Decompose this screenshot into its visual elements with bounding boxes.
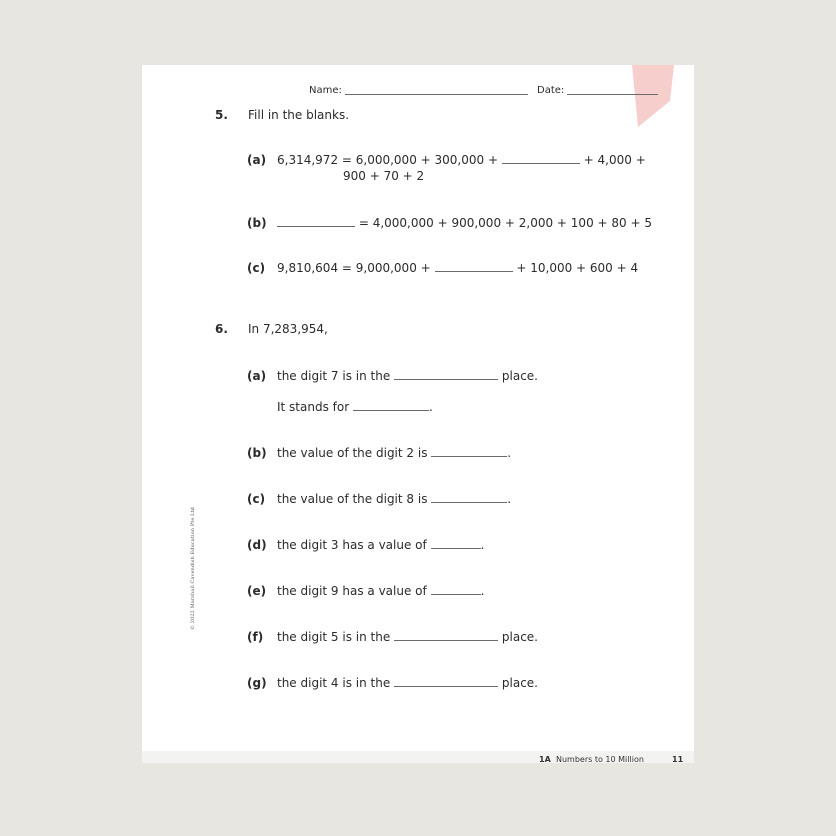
q5c-left-text: 9,810,604 = 9,000,000 + [277,261,431,275]
footer-unit: 1A [539,755,551,764]
date-label: Date: [537,85,565,96]
q5a-left-text: 6,314,972 = 6,000,000 + 300,000 + [277,153,499,167]
q6f-letter: (f) [247,630,264,644]
q6e-sentence [277,584,484,598]
q6g-sentence [277,676,538,690]
q6a-blank[interactable] [394,369,498,380]
q6b-sentence [277,446,511,460]
date-field[interactable] [567,84,658,95]
q6d-sentence [277,538,484,552]
q6b-letter: (b) [247,446,267,460]
q5a-right-text: + 4,000 + [583,153,646,167]
name-field[interactable] [345,84,528,95]
q6f-after: place. [501,630,538,644]
q6a-sub-text: It stands for [277,400,350,414]
q6e-after: . [480,584,485,598]
q6a-text: the digit 7 is in the [277,369,391,383]
q5a-line2: 900 + 70 + 2 [343,169,425,183]
q6d-text: the digit 3 has a value of [277,538,427,552]
q5b-equation [277,216,652,230]
q6c-after: . [507,492,512,506]
q5b-letter: (b) [247,216,267,230]
q5a-blank[interactable] [502,153,580,164]
question-6-intro: In 7,283,954, [248,322,328,336]
q5b-text: = 4,000,000 + 900,000 + 2,000 + 100 + 80 + 5 [358,216,652,230]
q6e-letter: (e) [247,584,267,598]
q5c-equation [277,261,638,275]
q6b-blank[interactable] [431,446,507,457]
q6a-sub-sentence [277,400,433,414]
q5a-letter: (a) [247,153,267,167]
q6b-after: . [507,446,512,460]
question-5-instruction: Fill in the blanks. [248,108,350,122]
q6d-after: . [480,538,485,552]
question-number-5: 5. [215,108,228,122]
q6f-blank[interactable] [394,630,498,641]
q6g-letter: (g) [247,676,267,690]
q6b-text: the value of the digit 2 is [277,446,428,460]
footer-title: Numbers to 10 Million [556,755,644,764]
q6c-letter: (c) [247,492,266,506]
q6e-text: the digit 9 has a value of [277,584,427,598]
q6f-sentence [277,630,538,644]
q6g-text: the digit 4 is in the [277,676,391,690]
q6d-letter: (d) [247,538,267,552]
q5b-blank[interactable] [277,216,355,227]
name-label: Name: [309,85,342,96]
q5a-equation [277,153,646,167]
q6c-text: the value of the digit 8 is [277,492,428,506]
footer-page-number: 11 [672,755,684,764]
q6g-blank[interactable] [394,676,498,687]
q5c-right-text: + 10,000 + 600 + 4 [516,261,639,275]
q6c-blank[interactable] [431,492,507,503]
q6g-after: place. [501,676,538,690]
q5c-blank[interactable] [435,261,513,272]
q5c-letter: (c) [247,261,266,275]
worksheet-page [142,65,694,763]
q6d-blank[interactable] [431,538,481,549]
question-number-6: 6. [215,322,228,336]
q6a-sentence [277,369,538,383]
q6c-sentence [277,492,511,506]
q6f-text: the digit 5 is in the [277,630,391,644]
copyright-notice: © 2022 Marshall Cavendish Education Pte Ltd [190,507,196,630]
q6a-sub-after: . [429,400,433,414]
q6e-blank[interactable] [431,584,481,595]
q6a-after: place. [501,369,538,383]
bookmark-ribbon [632,65,692,127]
q6a-sub-blank[interactable] [353,400,429,411]
q6a-letter: (a) [247,369,267,383]
